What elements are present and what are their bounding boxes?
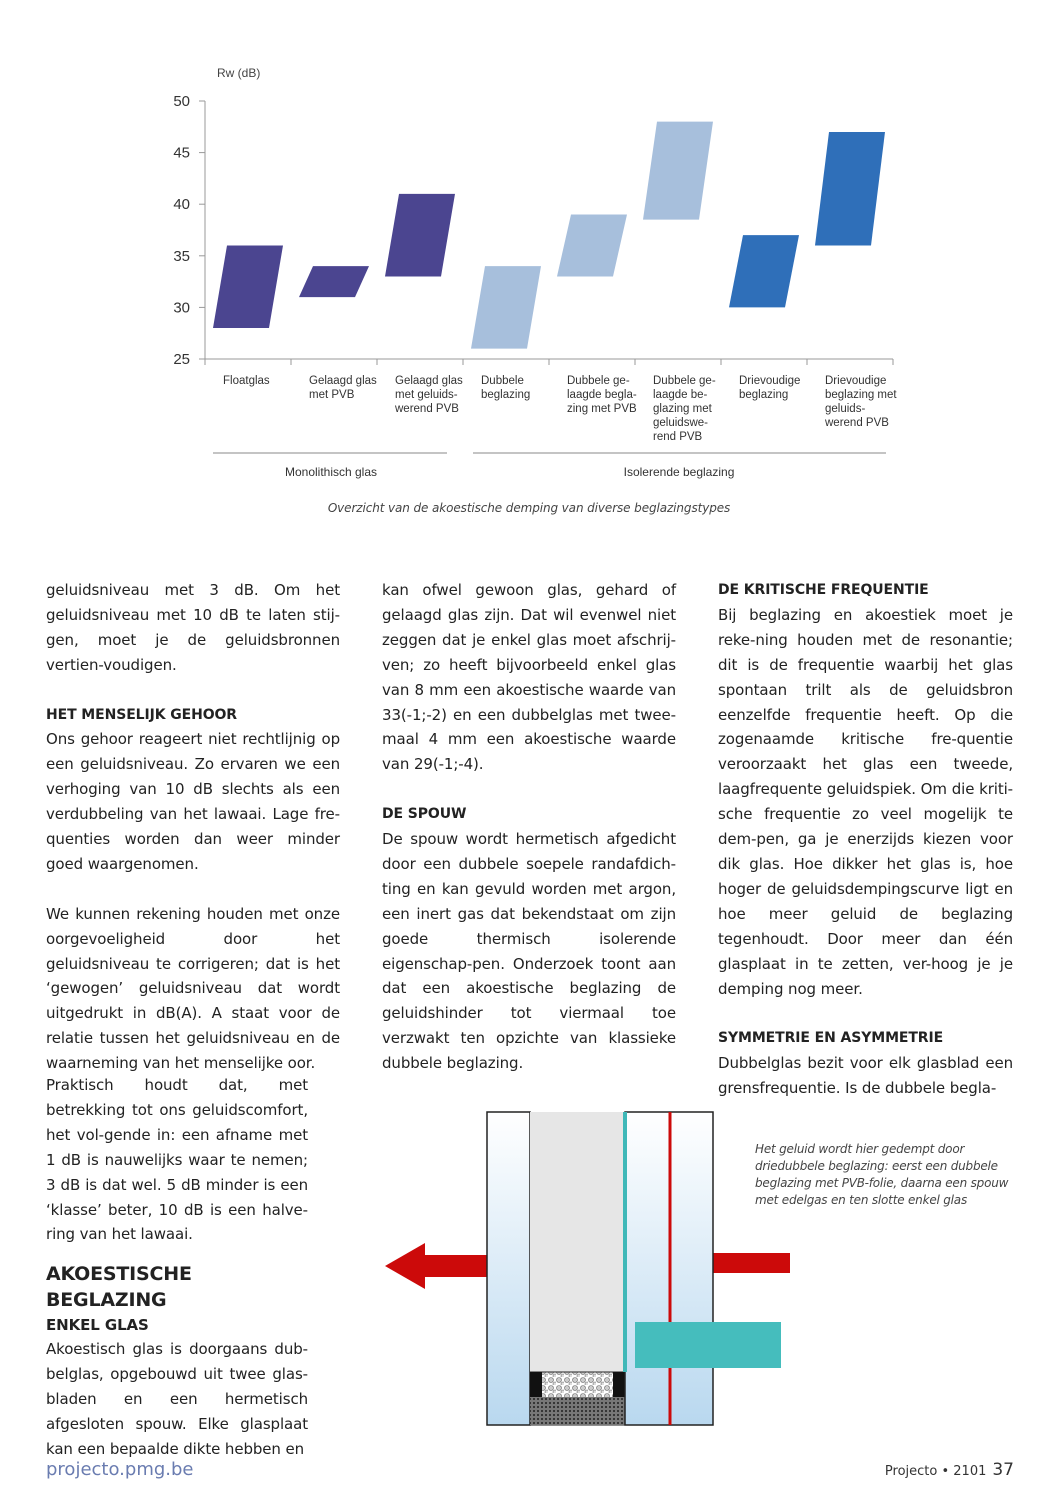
heading-symmetrie: SYMMETRIE EN ASYMMETRIE <box>718 1030 944 1047</box>
category-label: Gelaagd glas <box>395 375 463 387</box>
category-label: beglazing <box>481 389 531 401</box>
paragraph: geluidsniveau met 3 dB. Om het geluidsniveau met 10 dB te laten stij-gen, moet je de geluidsbronnen vertien-voudigen. <box>46 581 340 674</box>
category-label: met geluids- <box>395 389 458 401</box>
paragraph: We kunnen rekening houden met onze oorgevoeligheid door het geluidsniveau te corrigeren; dat is het ‘gewogen’ geluidsniveau dat wordt uitgedrukt in dB(A). A staat voor de relatie tussen het geluidsniveau en de waarneming van het menselijke oor. <box>46 904 340 1073</box>
y-tick-label: 45 <box>173 144 190 162</box>
y-tick-label: 35 <box>173 247 190 265</box>
page-number: 37 <box>992 1460 1014 1480</box>
category-label: werend PVB <box>825 417 889 429</box>
category-label: beglazing <box>739 389 789 401</box>
category-label: rend PVB <box>653 431 703 443</box>
paragraph: De spouw wordt hermetisch afgedicht door een dubbele soepele randafdich-ting en kan gevuld worden met argon, een inert gas dat bekendstaat om zijn goede thermisch isolerende eigenschap-pen. Onderzoek toont aan dat een akoestische beglazing de geluidshinder tot viermaal toe verzwakt ten opzichte van klassieke dubbele beglazing. <box>382 830 676 1073</box>
y-tick-label: 40 <box>173 196 190 214</box>
range-bar <box>299 266 369 297</box>
category-label: geluidswe- <box>653 417 708 429</box>
category-label: Gelaagd glas <box>309 375 377 387</box>
range-bar <box>557 215 627 277</box>
heading-kritische-frequentie: DE KRITISCHE FREQUENTIE <box>718 582 929 598</box>
category-label: geluids- <box>825 403 866 415</box>
range-bar <box>385 194 455 277</box>
issue-label: Projecto • 2101 <box>884 1464 987 1479</box>
glazing-diagram <box>380 1105 790 1435</box>
subsection-title: ENKEL GLAS <box>46 1316 149 1335</box>
y-tick-label: 50 <box>173 93 190 110</box>
paragraph: Bij beglazing en akoestiek moet je reke-ning houden met de resonantie; dit is de frequentie waarbij het glas spontaan trilt als de geluidsbron eenzelfde frequentie heeft. Op die zogenaamde kritische fre-quentie veroorzaakt het glas een tweede, laagfrequente geluidspiek. Om die kriti-sche frequentie zo veel mogelijk te dem-pen, ga je enerzijds kiezen voor dik glas. Hoe dikker het glas is, hoe hoger de geluidsdempingscurve ligt en hoe meer geluid de beglazing tegenhoudt. Door meer dan één glasplaat in te zetten, ver-hoog je je demping nog meer. <box>718 605 1013 998</box>
category-label: werend PVB <box>395 403 459 415</box>
category-label: glazing met <box>653 403 712 415</box>
paragraph: Dubbelglas bezit voor elk glasblad een grensfrequentie. Is de dubbele begla- <box>718 1054 1013 1098</box>
range-bar <box>471 266 541 349</box>
column-1 <box>46 578 340 1076</box>
range-bar <box>815 132 885 246</box>
category-label: Drievoudige <box>825 375 887 387</box>
paragraph: Praktisch houdt dat, met betrekking tot ons geluidscomfort, het vol-gende in: een afname met 1 dB is nauwelijks waar te nemen; 3 dB is dat wel. 5 dB minder is een ‘klasse’ beter, 10 dB is een halve-ring van het lawaai. <box>46 1076 308 1244</box>
range-bar <box>729 235 799 307</box>
category-label: zing met PVB <box>567 403 637 415</box>
group-label: Monolithisch glas <box>284 465 378 479</box>
paragraph: Ons gehoor reageert niet rechtlijnig op een geluidsniveau. Zo ervaren we een verhoging van 10 dB slechts als een verdubbeling van het lawaai. Lage fre-quenties worden dan weer minder goed waargenomen. <box>46 730 340 873</box>
sound-in-arrow <box>712 1253 790 1273</box>
group-label: Isolerende beglazing <box>623 465 735 479</box>
diagram-caption: Het geluid wordt hier gedempt door driedubbele beglazing: eerst een dubbele beglazing met PVB-folie, daarna een spouw met edelgas en ten slotte enkel glas <box>755 1142 1009 1207</box>
category-label: laagde be- <box>653 389 708 401</box>
single-glass-pane <box>487 1112 530 1425</box>
category-label: laagde begla- <box>567 389 637 401</box>
rw-chart <box>0 0 1058 490</box>
section-title: AKOESTISCHE BEGLAZING <box>46 1263 192 1312</box>
category-label: Dubbele <box>481 375 524 387</box>
arrow-head-icon <box>385 1243 425 1289</box>
paragraph: kan ofwel gewoon glas, gehard of gelaagd glas zijn. Dat wil evenwel niet zeggen dat je enkel glas moet afschrij-ven; zo heeft bijvoorbeeld enkel glas van 8 mm een akoestische waarde van 33(-1;-2) en een dubbelglas met twee-maal 4 mm een akoestische waarde van 29(-1;-4). <box>382 581 676 774</box>
column-3 <box>718 578 1013 1101</box>
category-label: beglazing met <box>825 389 897 401</box>
y-axis-label: Rw (dB) <box>217 66 261 80</box>
gas-cavity <box>530 1112 625 1372</box>
sealant <box>530 1397 625 1425</box>
chart-caption: Overzicht van de akoestische demping van diverse beglazingstypes <box>327 501 731 515</box>
range-bar <box>643 122 713 220</box>
paragraph: Akoestisch glas is doorgaans dub-belglas, opgebouwd uit twee glas-bladen en een hermetisch afgesloten spouw. Elke glasplaat kan een bepaalde dikte hebben en <box>46 1340 308 1458</box>
range-bar <box>213 245 283 328</box>
category-label: Dubbele ge- <box>567 375 630 387</box>
y-tick-label: 25 <box>173 351 190 368</box>
heading-spouw: DE SPOUW <box>382 806 467 823</box>
teal-block <box>635 1322 781 1368</box>
footer-issue <box>885 1460 1014 1480</box>
footer-site-link[interactable]: projecto.pmg.be <box>46 1459 194 1480</box>
heading-menselijk-gehoor: HET MENSELIJK GEHOOR <box>46 706 237 723</box>
column-1-narrow <box>46 1073 308 1462</box>
category-label: Dubbele ge- <box>653 375 716 387</box>
column-2 <box>382 578 676 1076</box>
category-label: Floatglas <box>223 375 270 387</box>
y-tick-label: 30 <box>173 299 190 317</box>
category-label: Drievoudige <box>739 375 801 387</box>
category-label: met PVB <box>309 389 355 401</box>
